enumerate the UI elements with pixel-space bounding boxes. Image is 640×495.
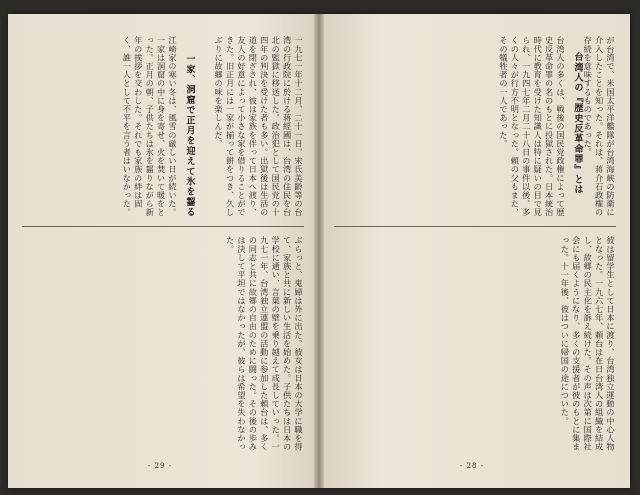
- left-section-heading: 一家、洞窟で正月を迎えて氷を齧る: [184, 54, 195, 218]
- left-bottom-text: ぶらっと、鬼婦は外に出た。彼女は日本の大学に職を得て、家族と共に新しい生活を始めた。子供たちは日本の学校に通い、言葉の壁を乗り越えて成長していった。一九七一年、台湾独立連盟の活動に参加した頼台は、多くの同志と共に故郷の自由のために闘った。その後の歩みは決して平坦ではなかったが、彼らは希望を失わなかった。: [225, 236, 304, 451]
- left-middle-text: 江崎家の寒い冬は、風雪の厳しい日が続いた。一家は洞窟の中に身を寄せ、火を焚いて暖をとった。正月の朝、子供たちは氷を齧りながら新年の挨拶を交わした。それでも家族の絆は固く、誰一人として不平を言う者はいなかった。: [122, 36, 178, 217]
- right-intro-text: が台湾で、米国太平洋艦隊が台湾海峡の防衛に介入したことを知った。それは、蒋介石政権の存続を意味するものであった。: [583, 36, 616, 217]
- right-page: [320, 14, 630, 488]
- right-divider: [334, 226, 616, 227]
- book-spread: [8, 14, 630, 488]
- left-divider: [22, 226, 304, 227]
- left-page: [8, 14, 318, 488]
- right-top-text: 台湾人の多くは、戦後の国民党政権によって歴史反革命罪の名のもとに投獄された。日本統治時代に教育を受けた知識人は特に疑いの目で見られ、一九四七年二月二十八日の事件以後、多くの人々が行方不明となった。頼の父もまた、その犠牲者の一人であった。: [498, 36, 566, 217]
- right-bottom-text: 彼は留学生として日本に渡り、台湾独立運動の中心人物となった。一九六七年、頼台は在日台湾人の組織を結成し、故郷の民主化を訴え続けた。その声は次第に国際社会にも届くようになり、多くの支援者が彼のもとに集まった。十一年後、彼はついに帰国の途についた。: [560, 236, 616, 451]
- left-top-text: 一九七一年十二月、二十一日、宋氏美齡等の台湾の行政院に於ける蒋經國は、台湾の住民を台北の監獄に移送した。政治犯として国民党の十四年の判決を受けた者も多い。出獄後は生活の道を閉ざされ、彼は家族を伴って日本へ渡り、友人の好意によって小さな家を借りることができた。旧正月には一家が揃って餅をつき、久しぶりに故郷の味を楽しんだ。: [214, 36, 304, 217]
- left-page-number: - 29 -: [148, 462, 173, 470]
- right-section-heading: 台湾人の『歴史反革命罪』とは: [572, 52, 583, 195]
- right-page-number: - 28 -: [460, 462, 485, 470]
- book-gutter: [314, 14, 324, 488]
